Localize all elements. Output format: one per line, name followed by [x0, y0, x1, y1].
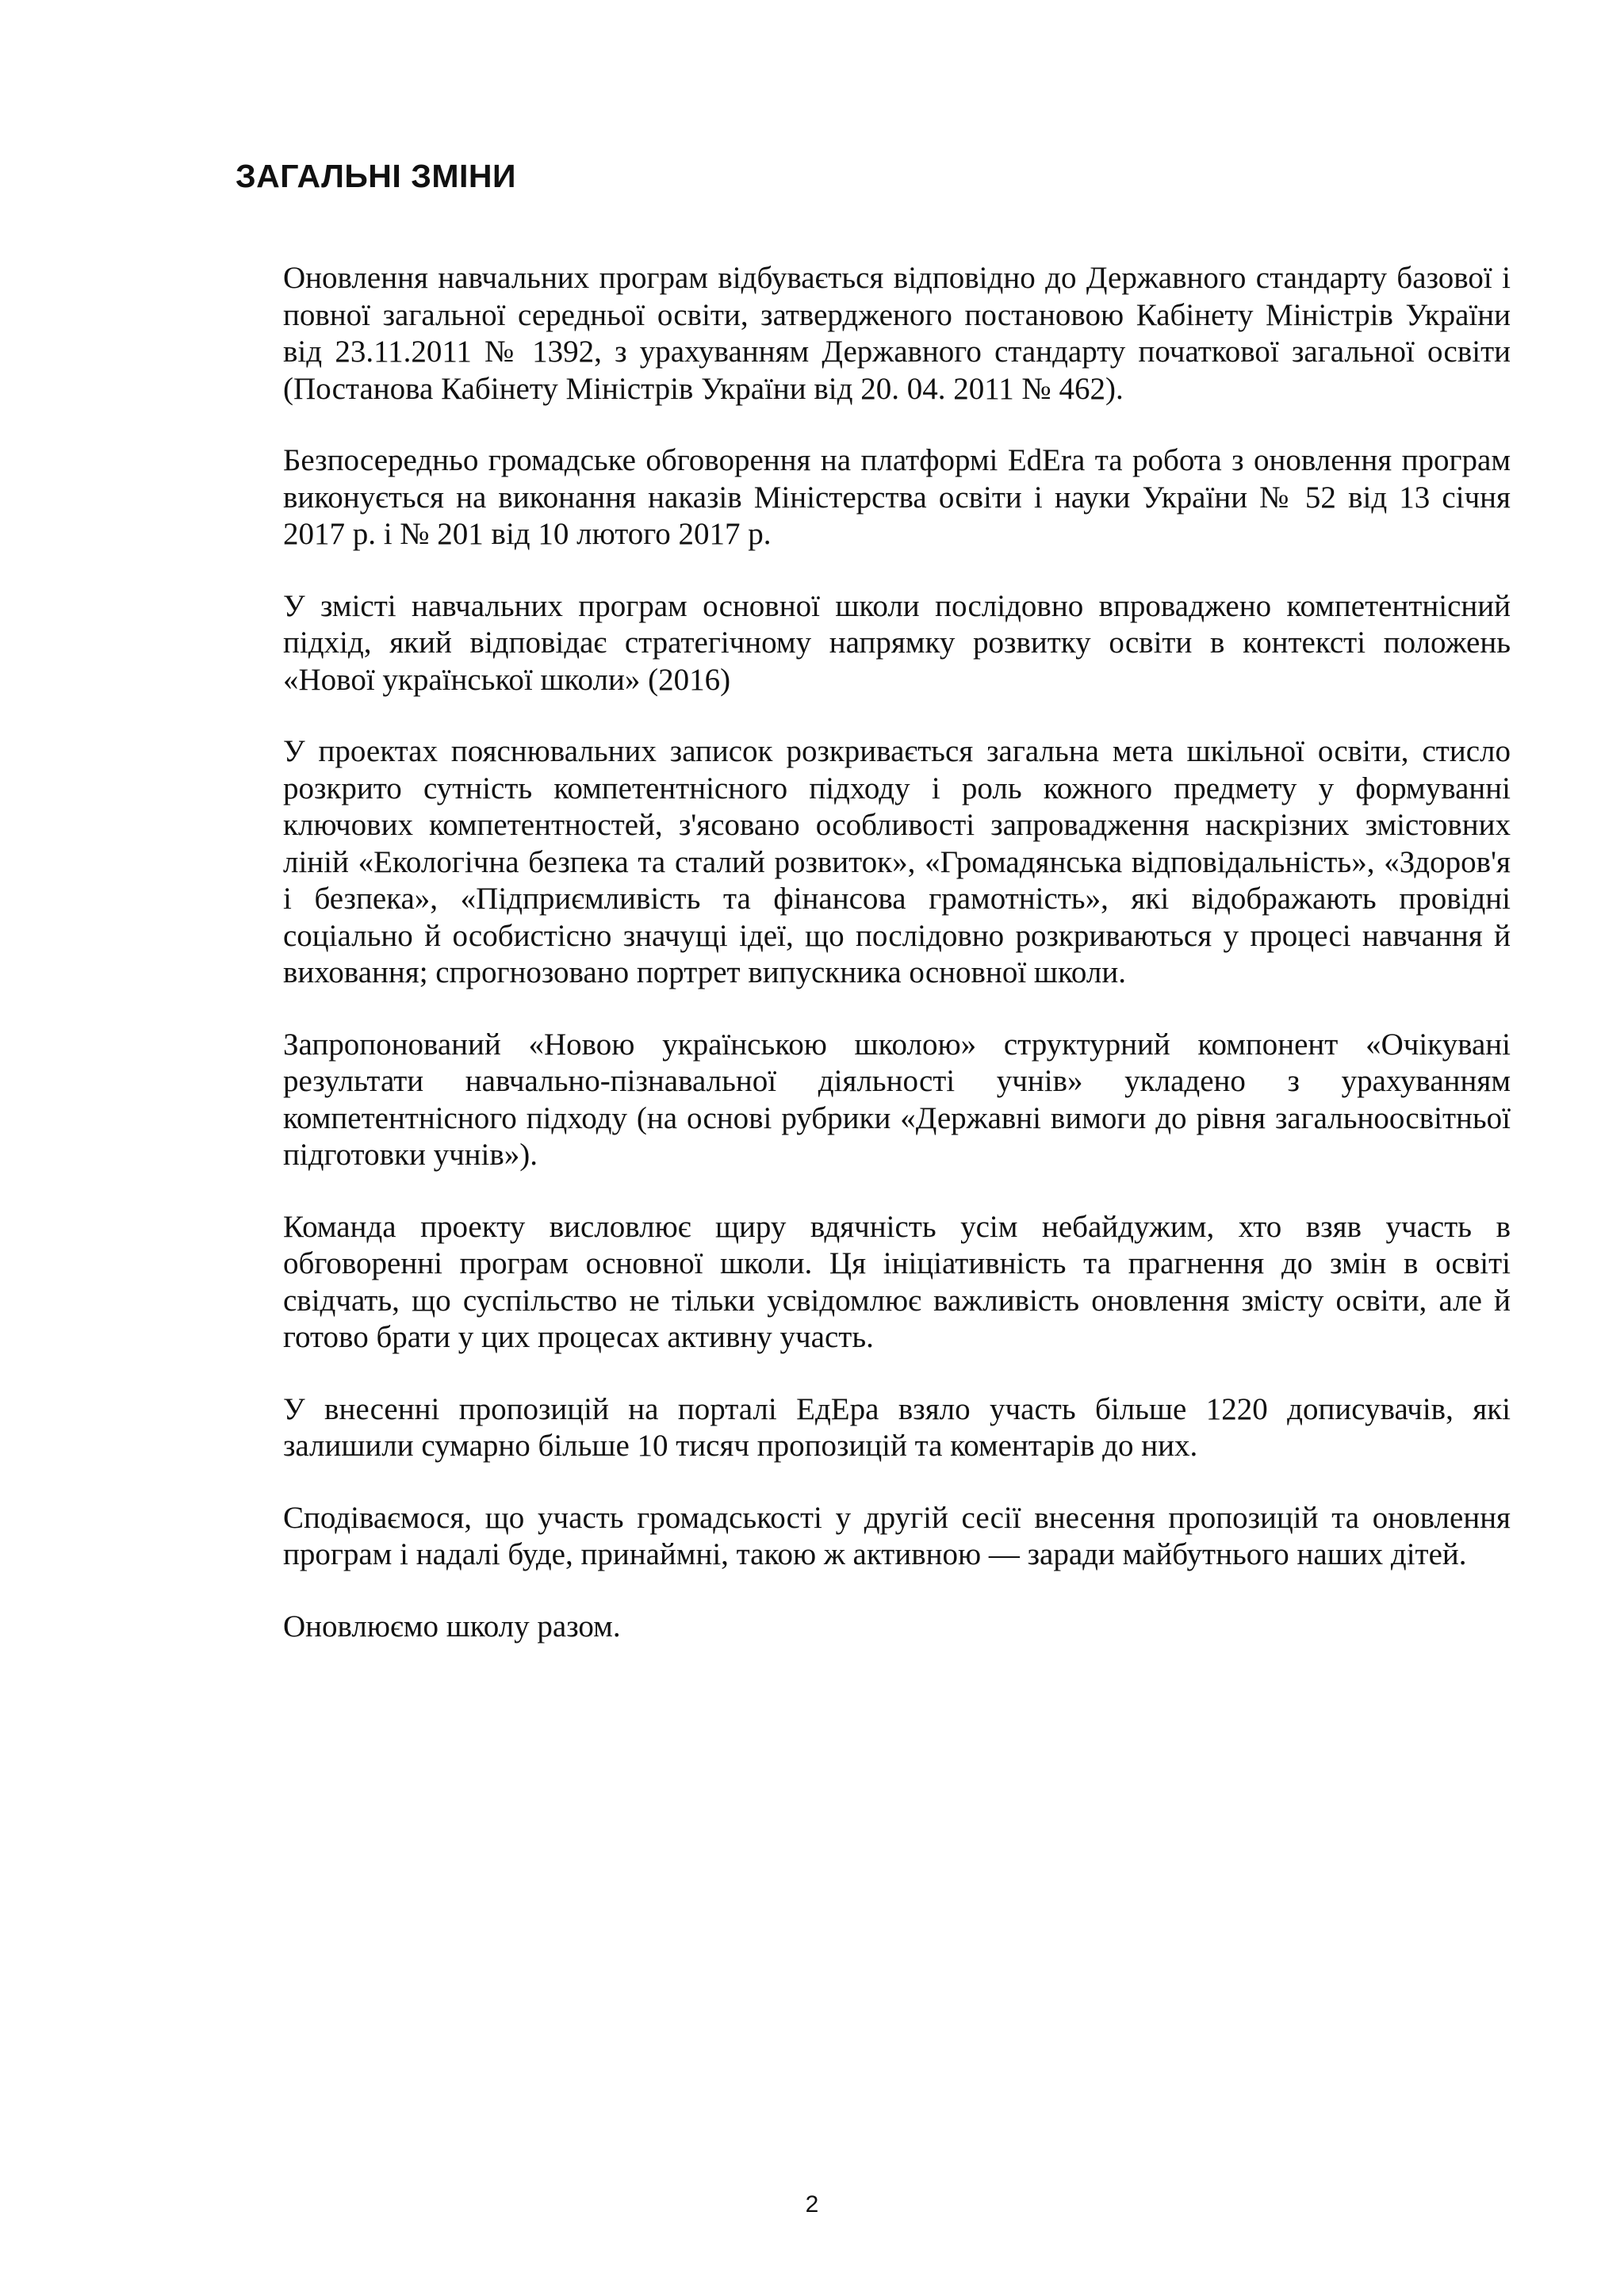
- paragraph-hope: Сподіваємося, що участь громадськості у другій сесії внесення пропозицій та оновлення програм і надалі буде, принаймні, такою ж активною — заради майбутнього наших дітей.: [283, 1500, 1511, 1571]
- page-number: 2: [805, 2191, 819, 2218]
- paragraph-gratitude: Команда проекту висловлює щиру вдячність усім небайдужим, хто взяв участь в обговоренні програм основної школи. Ця ініціативність та прагнення до змін в освіті свідчать, що суспільство не тільки усвідомлює важливість оновлення змісту освіти, але й готово брати у цих процесах активну участь.: [283, 1209, 1511, 1354]
- paragraph-participation-stats: У внесенні пропозицій на порталі ЕдЕра взяло участь більше 1220 дописувачів, які залишили сумарно більше 10 тисяч пропозицій та коментарів до них.: [283, 1391, 1511, 1463]
- paragraph-closing: Оновлюємо школу разом.: [283, 1609, 621, 1644]
- paragraph-standards: Оновлення навчальних програм відбувається відповідно до Державного стандарту базової і повної загальної середньої освіти, затвердженого постановою Кабінету Міністрів України від 23.11.2011 № 1392, з урахуванням Державного стандарту початкової загальної освіти (Постанова Кабінету Міністрів України від 20. 04. 2011 № 462).: [283, 261, 1511, 406]
- paragraph-expected-results: Запропонований «Новою українською школою» структурний компонент «Очікувані результати навчально-пізнавальної діяльності учнів» укладено з урахуванням компетентнісного підходу (на основі рубрики «Державні вимоги до рівня загальноосвітньої підготовки учнів»).: [283, 1027, 1511, 1172]
- paragraph-competence-approach: У змісті навчальних програм основної школи послідовно впроваджено компетентнісний підхід, який відповідає стратегічному напрямку розвитку освіти в контексті положень «Нової української школи» (2016): [283, 588, 1511, 697]
- paragraph-edera-discussion: Безпосередньо громадське обговорення на платформі EdEra та робота з оновлення програм виконується на виконання наказів Міністерства освіти і науки України № 52 від 13 січня 2017 р. і № 201 від 10 лютого 2017 р.: [283, 443, 1511, 551]
- page-title: ЗАГАЛЬНІ ЗМІНИ: [236, 158, 516, 194]
- document-body: [283, 260, 1511, 1680]
- paragraph-explanatory-notes: У проектах пояснювальних записок розкривається загальна мета шкільної освіти, стисло розкрито сутність компетентнісного підходу і роль кожного предмету у формуванні ключових компетентностей, з'ясовано особливості запровадження наскрізних змістовних ліній «Екологічна безпека та сталий розвиток», «Громадянська відповідальність», «Здоров'я і безпека», «Підприємливість та фінансова грамотність», які відображають провідні соціально й особистісно значущі ідеї, що послідовно розкриваються у процесі навчання й виховання; спрогнозовано портрет випускника основної школи.: [283, 734, 1511, 989]
